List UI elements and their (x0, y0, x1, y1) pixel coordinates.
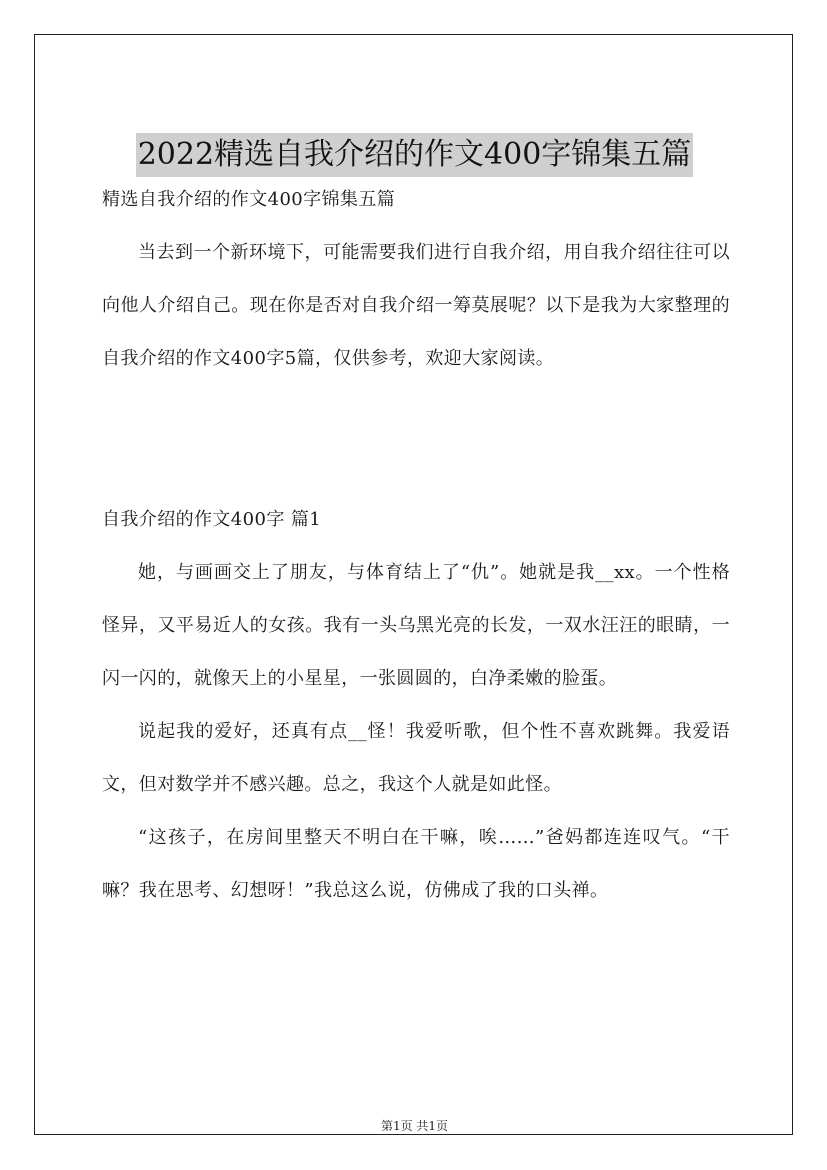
document-page (34, 34, 793, 1135)
paragraph-2: 说起我的爱好，还真有点__怪！我爱听歌，但个性不喜欢跳舞。我爱语文，但对数学并不感兴趣。总之，我这个人就是如此怪。 (102, 721, 730, 795)
title-wrap (35, 133, 794, 177)
document-subtitle: 精选自我介绍的作文400字锦集五篇 (102, 189, 396, 210)
paragraph-3: “这孩子，在房间里整天不明白在干嘛，唉……”爸妈都连连叹气。“干嘛？我在思考、幻想呀！”我总这么说，仿佛成了我的口头禅。 (102, 827, 730, 901)
page-footer: 第1页 共1页 (380, 1119, 449, 1133)
document-body (102, 173, 730, 385)
intro-paragraph: 当去到一个新环境下，可能需要我们进行自我介绍，用自我介绍往往可以向他人介绍自己。现在你是否对自我介绍一筹莫展呢？以下是我为大家整理的自我介绍的作文400字5篇，仅供参考，欢迎大家阅读。 (102, 242, 730, 369)
paragraph-1: 她，与画画交上了朋友，与体育结上了“仇”。她就是我__xx。一个性格怪异，又平易近人的女孩。我有一头乌黑光亮的长发，一双水汪汪的眼睛，一闪一闪的，就像天上的小星星，一张圆圆的，白净柔嫩的脸蛋。 (102, 562, 730, 689)
section-heading: 自我介绍的作文400字 篇1 (102, 509, 322, 530)
document-title: 2022精选自我介绍的作文400字锦集五篇 (136, 133, 694, 177)
section-1 (102, 493, 730, 917)
